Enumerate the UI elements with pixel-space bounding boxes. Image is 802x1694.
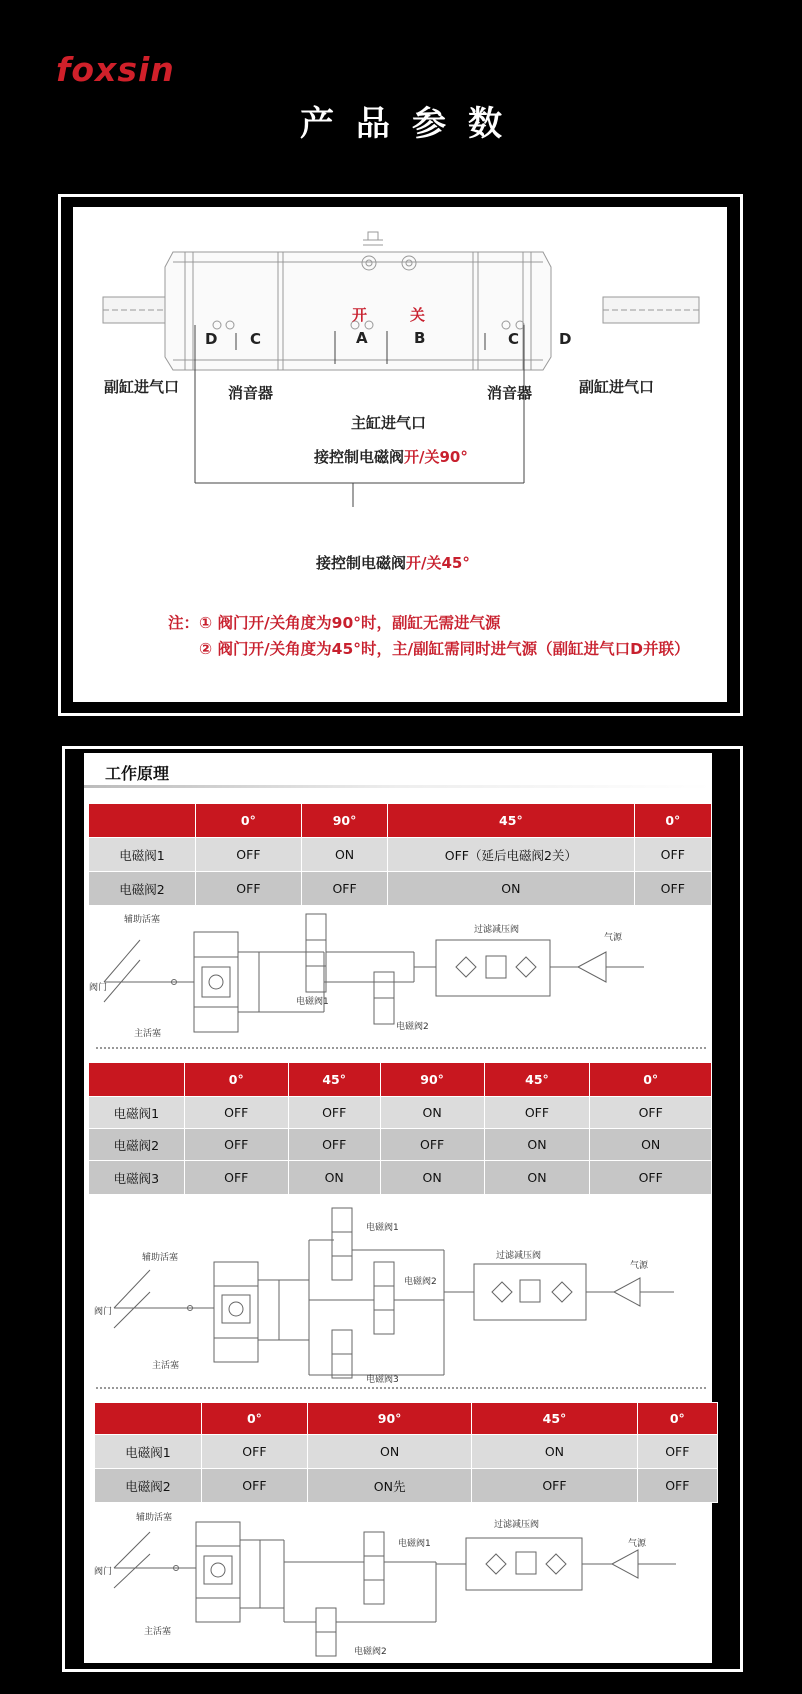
section-separator	[96, 1047, 706, 1049]
table2-cell: 电磁阀2	[89, 1129, 185, 1161]
table1-cell: ON	[388, 872, 634, 906]
table1-header	[89, 804, 196, 838]
table1-cell: 电磁阀2	[89, 872, 196, 906]
table3-header: 90°	[307, 1403, 471, 1435]
schematic3-frl: 过滤减压阀	[494, 1520, 540, 1530]
table1-header: 45°	[388, 804, 634, 838]
page-title: 产品参数	[300, 104, 524, 144]
schematic3-main-piston: 主活塞	[144, 1627, 172, 1637]
schematic1-sv1: 电磁阀1	[296, 997, 329, 1007]
main-inlet: 主缸进气口	[351, 414, 427, 432]
table2-header: 45°	[484, 1063, 590, 1097]
connect-45: 接控制电磁阀开/关45°	[316, 554, 470, 572]
schematic3-aux-piston: 辅助活塞	[136, 1513, 173, 1523]
table1-cell: OFF（延后电磁阀2关）	[388, 838, 634, 872]
table2-cell: OFF	[288, 1097, 380, 1129]
table2-header	[89, 1063, 185, 1097]
table3-cell: ON先	[307, 1469, 471, 1503]
pneumatic-schematic-2	[84, 1200, 712, 1390]
table1-cell: OFF	[634, 872, 711, 906]
schematic2-aux-piston: 辅助活塞	[142, 1253, 179, 1263]
table1-cell: OFF	[634, 838, 711, 872]
port-d-right: D	[559, 330, 572, 348]
table2-cell: OFF	[590, 1097, 712, 1129]
schematic2-sv1: 电磁阀1	[366, 1223, 399, 1233]
table2-cell: OFF	[484, 1097, 590, 1129]
muffler-right: 消音器	[487, 384, 533, 402]
schematic1-aux-piston: 辅助活塞	[124, 915, 161, 925]
muffler-left: 消音器	[228, 384, 274, 402]
table3-header: 0°	[637, 1403, 717, 1435]
state-table-1	[88, 803, 712, 906]
table2-cell: ON	[590, 1129, 712, 1161]
section-title: 工作原理	[105, 764, 170, 783]
schematic2-frl: 过滤减压阀	[496, 1251, 542, 1261]
pneumatic-schematic-1	[84, 912, 712, 1042]
schematic1-main-piston: 主活塞	[134, 1029, 162, 1039]
section-separator	[96, 1387, 706, 1389]
port-b: B	[414, 329, 426, 347]
table2-cell: OFF	[184, 1097, 288, 1129]
table3-cell: OFF	[637, 1469, 717, 1503]
schematic1-valve: 阀门	[89, 983, 108, 993]
table3-cell: OFF	[637, 1435, 717, 1469]
table2-cell: OFF	[590, 1161, 712, 1195]
aux-inlet-left: 副缸进气口	[104, 378, 180, 396]
close-label: 关	[410, 306, 426, 324]
table1-header: 0°	[634, 804, 711, 838]
table2-header: 90°	[380, 1063, 484, 1097]
table2-cell: OFF	[380, 1129, 484, 1161]
section-title-bar	[84, 785, 712, 788]
table3-header	[95, 1403, 202, 1435]
schematic2-sv2: 电磁阀2	[404, 1277, 437, 1287]
port-c-left: C	[250, 330, 262, 348]
schematic1-frl: 过滤减压阀	[474, 925, 520, 935]
table2-header: 0°	[590, 1063, 712, 1097]
table3-cell: OFF	[201, 1469, 307, 1503]
table3-cell: 电磁阀1	[95, 1435, 202, 1469]
state-table-3	[94, 1402, 718, 1503]
table2-cell: 电磁阀1	[89, 1097, 185, 1129]
port-d-left: D	[205, 330, 218, 348]
schematic2-sv3: 电磁阀3	[366, 1375, 399, 1385]
table2-cell: 电磁阀3	[89, 1161, 185, 1195]
table2-header: 45°	[288, 1063, 380, 1097]
table3-cell: 电磁阀2	[95, 1469, 202, 1503]
schematic2-valve: 阀门	[94, 1307, 113, 1317]
table2-cell: ON	[380, 1097, 484, 1129]
pneumatic-schematic-3	[84, 1512, 712, 1660]
schematic2-main-piston: 主活塞	[152, 1361, 180, 1371]
table1-header: 0°	[195, 804, 301, 838]
port-c-right: C	[508, 330, 520, 348]
schematic1-air-source: 气源	[604, 933, 623, 943]
table2-header: 0°	[184, 1063, 288, 1097]
table1-cell: OFF	[195, 838, 301, 872]
table1-cell: OFF	[195, 872, 301, 906]
table1-cell: OFF	[301, 872, 387, 906]
state-table-2	[88, 1062, 712, 1195]
note-line-2: ② 阀门开/关角度为45°时，主/副缸需同时进气源（副缸进气口D并联）	[199, 640, 690, 658]
schematic3-valve: 阀门	[94, 1567, 113, 1577]
table2-cell: OFF	[288, 1129, 380, 1161]
table1-header: 90°	[301, 804, 387, 838]
schematic1-sv2: 电磁阀2	[396, 1022, 429, 1032]
table2-cell: ON	[484, 1129, 590, 1161]
connect-90: 接控制电磁阀开/关90°	[314, 448, 468, 466]
table1-cell: 电磁阀1	[89, 838, 196, 872]
table3-header: 0°	[201, 1403, 307, 1435]
port-a: A	[356, 329, 368, 347]
table2-cell: OFF	[184, 1129, 288, 1161]
table3-cell: OFF	[201, 1435, 307, 1469]
table3-cell: OFF	[472, 1469, 637, 1503]
table1-cell: ON	[301, 838, 387, 872]
table2-cell: OFF	[184, 1161, 288, 1195]
table3-cell: ON	[307, 1435, 471, 1469]
schematic3-sv1: 电磁阀1	[398, 1539, 431, 1549]
open-label: 开	[352, 306, 368, 324]
schematic3-sv2: 电磁阀2	[354, 1647, 387, 1657]
table2-cell: ON	[380, 1161, 484, 1195]
table2-cell: ON	[288, 1161, 380, 1195]
note-line-1: 注：① 阀门开/关角度为90°时，副缸无需进气源	[168, 614, 501, 632]
schematic3-air-source: 气源	[628, 1539, 647, 1549]
table3-cell: ON	[472, 1435, 637, 1469]
aux-inlet-right: 副缸进气口	[579, 378, 655, 396]
schematic2-air-source: 气源	[630, 1261, 649, 1271]
table2-cell: ON	[484, 1161, 590, 1195]
table3-header: 45°	[472, 1403, 637, 1435]
brand-logo: foxsin	[56, 50, 175, 89]
